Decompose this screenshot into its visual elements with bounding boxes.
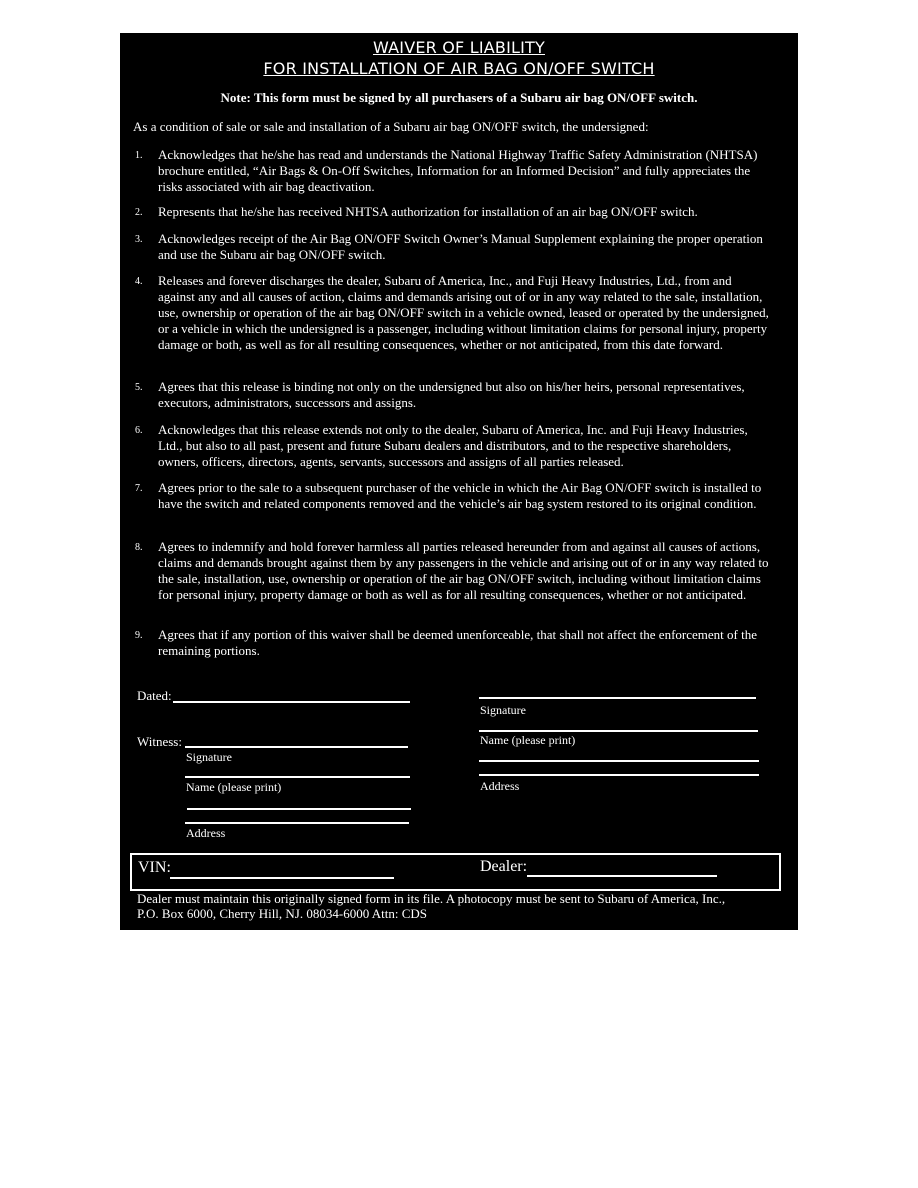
clause-text: Acknowledges that he/she has read and understands the National Highway Traffic Safety Administration (NHTSA) brochure entitled, “Air Bags & On-Off Switches, Information for an Informed Decision” and fully appreciates the risks associated with air bag deactivation. — [158, 147, 758, 194]
witness-address-label: Address — [186, 826, 226, 840]
clause-number: 9. — [135, 630, 143, 641]
clause-number: 5. — [135, 382, 143, 393]
form-intro: As a condition of sale or sale and installation of a Subaru air bag ON/OFF switch, the undersigned: — [133, 119, 649, 134]
form-title-line1: WAIVER OF LIABILITY — [372, 38, 545, 57]
purchaser-signature-field[interactable] — [479, 697, 756, 699]
clause-text: Represents that he/she has received NHTSA authorization for installation of an air bag ON/OFF switch. — [158, 204, 698, 219]
clause-text: Releases and forever discharges the dealer, Subaru of America, Inc., and Fuji Heavy Industries, Ltd., from and against any and all causes of action, claims and demands arising out of or in any way related to the sale, installation, use, ownership or operation of the air bag ON/OFF switch in a vehicle owned, leased or operated by the undersigned, or a vehicle in which the undersigned is a passenger, including without limitation claims for personal injury, property damage or both, as well as for all resulting consequences, whether or not anticipated, from this date forward. — [158, 273, 769, 352]
clause-text: Agrees that if any portion of this waiver shall be deemed unenforceable, that shall not affect the enforcement of the remaining portions. — [158, 627, 757, 658]
purchaser-address-line1[interactable] — [479, 760, 759, 762]
footer-line2: P.O. Box 6000, Cherry Hill, NJ. 08034-6000 Attn: CDS — [137, 906, 427, 921]
footer-line1: Dealer must maintain this originally signed form in its file. A photocopy must be sent to Subaru of America, Inc., — [137, 891, 726, 906]
dealer-field[interactable] — [527, 875, 717, 877]
purchaser-signature-label: Signature — [480, 703, 526, 717]
clause-number: 7. — [135, 483, 143, 494]
witness-signature-field[interactable] — [185, 746, 408, 748]
clause-text: Agrees that this release is binding not only on the undersigned but also on his/her heirs, personal representatives, executors, administrators, successors and assigns. — [158, 379, 745, 410]
clause-text: Agrees prior to the sale to a subsequent purchaser of the vehicle in which the Air Bag ON/OFF switch is installed to have the switch and related components removed and the vehicle’s air bag system restored to its original condition. — [158, 480, 762, 511]
clause-number: 1. — [135, 150, 143, 161]
clause-text: Agrees to indemnify and hold forever harmless all parties released hereunder from and against all causes of actions, claims and demands brought against them by any passengers in the vehicle and arising out of or in any way related to the sale, installation, use, ownership or operation of the air bag ON/OFF switch, including without limitation claims for personal injury, property damage or both as well as for all resulting consequences, whether or not anticipated. — [158, 539, 769, 602]
witness-address-line1[interactable] — [187, 808, 411, 810]
witness-signature-label: Signature — [186, 750, 232, 764]
witness-name-label: Name (please print) — [186, 780, 282, 794]
vin-field[interactable] — [170, 877, 394, 879]
witness-address-line2[interactable] — [185, 822, 409, 824]
footer-notice — [137, 891, 787, 921]
purchaser-address-line2[interactable] — [479, 774, 759, 776]
clause-text: Acknowledges that this release extends not only to the dealer, Subaru of America, Inc. and Fuji Heavy Industries, Ltd., but also to all past, present and future Subaru dealers and distributors, and to the respective shareholders, owners, officers, directors, agents, servants, successors and assigns of all parties released. — [158, 422, 748, 469]
clause-number: 6. — [135, 425, 143, 436]
dated-field[interactable] — [173, 701, 410, 703]
clause-number: 3. — [135, 234, 143, 245]
waiver-form — [120, 33, 798, 930]
witness-name-field[interactable] — [185, 776, 410, 778]
vin-dealer-box — [130, 853, 781, 891]
form-note: Note: This form must be signed by all purchasers of a Subaru air bag ON/OFF switch. — [220, 90, 698, 105]
form-title-line2: FOR INSTALLATION OF AIR BAG ON/OFF SWITCH — [263, 59, 655, 78]
vin-label: VIN: — [138, 859, 171, 876]
purchaser-name-label: Name (please print) — [480, 733, 576, 747]
clause-number: 8. — [135, 542, 143, 553]
clause-text: Acknowledges receipt of the Air Bag ON/OFF Switch Owner’s Manual Supplement explaining the proper operation and use the Subaru air bag ON/OFF switch. — [158, 231, 763, 262]
purchaser-name-field[interactable] — [479, 730, 758, 732]
dealer-label: Dealer: — [480, 858, 528, 875]
clause-number: 4. — [135, 276, 143, 287]
clause-number: 2. — [135, 207, 143, 218]
purchaser-address-label: Address — [480, 779, 520, 793]
witness-label: Witness: — [137, 734, 182, 749]
dated-label: Dated: — [137, 688, 172, 703]
